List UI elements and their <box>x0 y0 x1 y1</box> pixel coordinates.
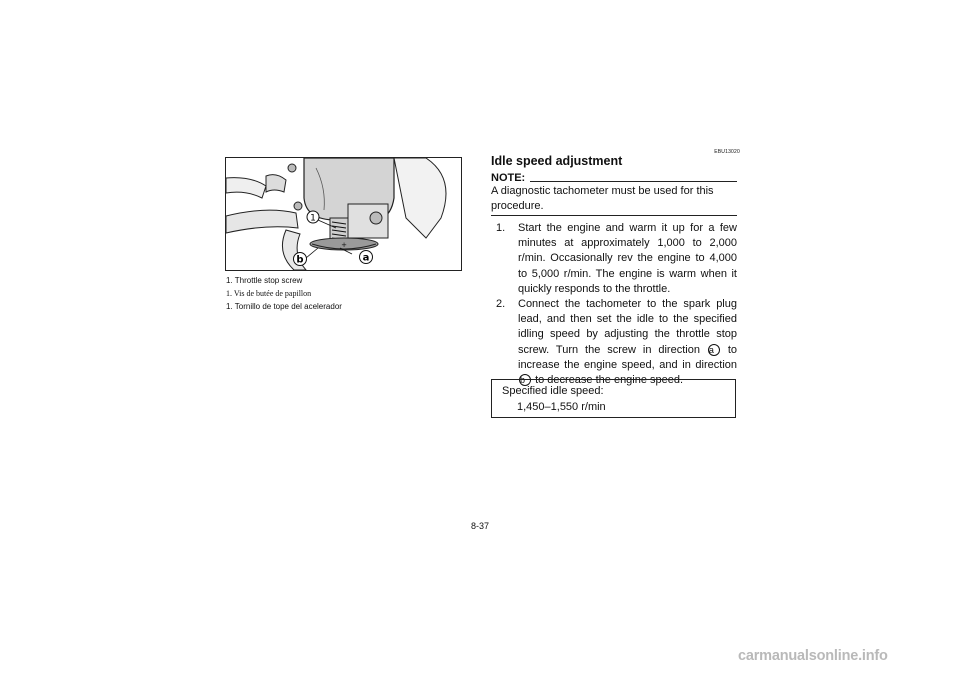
step-1-text: Start the engine and warm it up for a few minutes at approximately 1,000 to 2,000 r/min. Occasionally rev the engine to 4,000 to 5,000 r/min. The engine is warm when it quickly responds to the throttle. <box>518 222 737 295</box>
caption-french: 1. Vis de butée de papillon <box>226 289 312 298</box>
note-rule <box>530 181 737 182</box>
step-1-number: 1. <box>496 222 506 234</box>
step-1 <box>496 221 737 297</box>
step-2 <box>496 297 737 388</box>
note-label: NOTE: <box>491 172 526 184</box>
spec-box <box>491 379 736 418</box>
caption-spanish: 1. Tornillo de tope del acelerador <box>226 302 342 311</box>
note-header <box>491 172 737 184</box>
step-2-number: 2. <box>496 298 506 310</box>
page-number: 8-37 <box>470 521 489 531</box>
step-2-text-part-1: Connect the tachometer to the spark plug lead, and then set the idle to the specified idling speed by adjusting the throttle stop screw. Turn the screw in direction <box>518 298 737 356</box>
note-end-rule <box>491 215 737 216</box>
spec-value: 1,450–1,550 r/min <box>517 401 606 413</box>
step-2-text-part-3: to decrease the engine speed. <box>535 374 684 387</box>
caption-english: 1. Throttle stop screw <box>226 276 303 285</box>
step-2-text-part-2: to increase the engine speed, and in direction <box>518 343 738 371</box>
callout-1-label: 1 <box>310 213 316 224</box>
step-2-text <box>518 297 737 388</box>
direction-b-mark: b <box>519 374 531 386</box>
direction-a-mark: a <box>708 344 720 356</box>
watermark: carmanualsonline.info <box>738 648 888 664</box>
note-text: A diagnostic tachometer must be used for this procedure. <box>491 185 714 213</box>
svg-text:+: + <box>341 241 347 249</box>
section-code: EBU13020 <box>714 149 740 155</box>
section-title: Idle speed adjustment <box>491 154 623 168</box>
callout-b-label: b <box>296 254 304 266</box>
callout-a-label: a <box>362 252 370 264</box>
carburetor-illustration <box>226 158 462 271</box>
spec-label: Specified idle speed: <box>502 385 604 397</box>
throttle-stop-screw-figure <box>225 157 462 271</box>
